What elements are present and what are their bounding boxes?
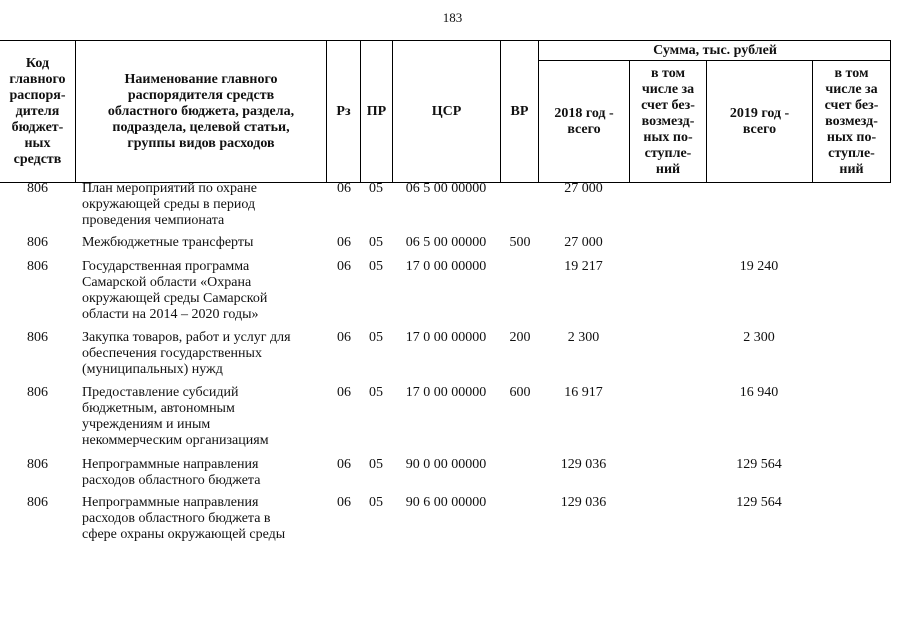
cell-sum-2019: 2 300 [743, 330, 775, 345]
header-2018-total: 2018 год - всего [554, 105, 614, 137]
table-row [0, 181, 891, 235]
cell-sum-2019: 129 564 [736, 457, 782, 472]
page-number: 183 [442, 10, 463, 25]
cell-rz: 06 [337, 385, 351, 400]
header-code: Код главного распоря- дителя бюджет- ных средств [9, 55, 66, 167]
cell-sum-2019: 129 564 [736, 495, 782, 510]
cell-code: 806 [27, 181, 48, 196]
cell-code: 806 [27, 457, 48, 472]
cell-vr: 600 [509, 385, 531, 400]
cell-pr: 05 [369, 235, 383, 250]
cell-name: Государственная программа Самарской области «Охрана окружающей среды Самарской области на 2014 – 2020 годы» [82, 259, 268, 322]
header-rz: Рз [336, 103, 351, 119]
cell-sum-2019: 19 240 [739, 259, 779, 274]
header-2019-incl: в том числе за счет без- возмезд- ных по- ступле- ний [824, 65, 879, 177]
table-row [0, 495, 891, 549]
header-2019-total: 2019 год - всего [729, 105, 790, 137]
cell-sum-2018: 129 036 [560, 495, 607, 510]
cell-sum-2018: 27 000 [564, 181, 603, 196]
cell-csr: 17 0 00 00000 [405, 385, 487, 400]
cell-name: Непрограммные направления расходов областного бюджета [82, 457, 261, 488]
cell-csr: 17 0 00 00000 [405, 259, 487, 274]
cell-name: Предоставление субсидий бюджетным, автономным учреждениям и иным некоммерческим организациям [82, 385, 269, 448]
table-row [0, 385, 891, 457]
cell-vr: 500 [509, 235, 531, 250]
cell-rz: 06 [337, 181, 351, 196]
cell-rz: 06 [337, 330, 351, 345]
cell-pr: 05 [369, 495, 383, 510]
table-row [0, 235, 891, 259]
cell-sum-2018: 129 036 [560, 457, 607, 472]
cell-name: Межбюджетные трансферты [82, 235, 254, 250]
header-name: Наименование главного распорядителя средств областного бюджета, раздела, подраздела, целевой статьи, группы видов расходов [107, 71, 295, 151]
header-pr: ПР [366, 103, 387, 119]
header-sum: Сумма, тыс. рублей [653, 42, 777, 58]
table-body [0, 181, 891, 549]
header-vr: ВР [510, 103, 529, 119]
cell-sum-2018: 2 300 [567, 330, 600, 345]
cell-rz: 06 [337, 457, 351, 472]
cell-code: 806 [27, 495, 48, 510]
col-divider [890, 41, 891, 182]
cell-code: 806 [27, 330, 48, 345]
cell-sum-2018: 27 000 [564, 235, 603, 250]
cell-pr: 05 [369, 330, 383, 345]
cell-name: План мероприятий по охране окружающей среды в период проведения чемпионата [82, 181, 257, 228]
table-row [0, 259, 891, 330]
cell-csr: 06 5 00 00000 [405, 235, 487, 250]
cell-name: Закупка товаров, работ и услуг для обеспечения государственных (муниципальных) нужд [82, 330, 291, 377]
cell-code: 806 [27, 259, 48, 274]
table-row [0, 330, 891, 385]
cell-name: Непрограммные направления расходов областного бюджета в сфере охраны окружающей среды [82, 495, 286, 542]
cell-pr: 05 [369, 181, 383, 196]
header-csr: ЦСР [431, 103, 462, 119]
cell-rz: 06 [337, 259, 351, 274]
cell-pr: 05 [369, 385, 383, 400]
cell-csr: 90 0 00 00000 [405, 457, 487, 472]
cell-sum-2019: 16 940 [739, 385, 779, 400]
cell-sum-2018: 19 217 [564, 259, 603, 274]
cell-code: 806 [27, 385, 48, 400]
header-2018-incl: в том числе за счет без- возмезд- ных по- ступле- ний [641, 65, 695, 177]
cell-sum-2018: 16 917 [564, 385, 603, 400]
cell-code: 806 [27, 235, 48, 250]
cell-vr: 200 [509, 330, 531, 345]
table-header [0, 40, 891, 183]
cell-rz: 06 [337, 235, 351, 250]
cell-rz: 06 [337, 495, 351, 510]
table-row [0, 457, 891, 495]
cell-csr: 90 6 00 00000 [405, 495, 487, 510]
cell-csr: 06 5 00 00000 [405, 181, 487, 196]
cell-csr: 17 0 00 00000 [405, 330, 487, 345]
cell-pr: 05 [369, 259, 383, 274]
cell-pr: 05 [369, 457, 383, 472]
